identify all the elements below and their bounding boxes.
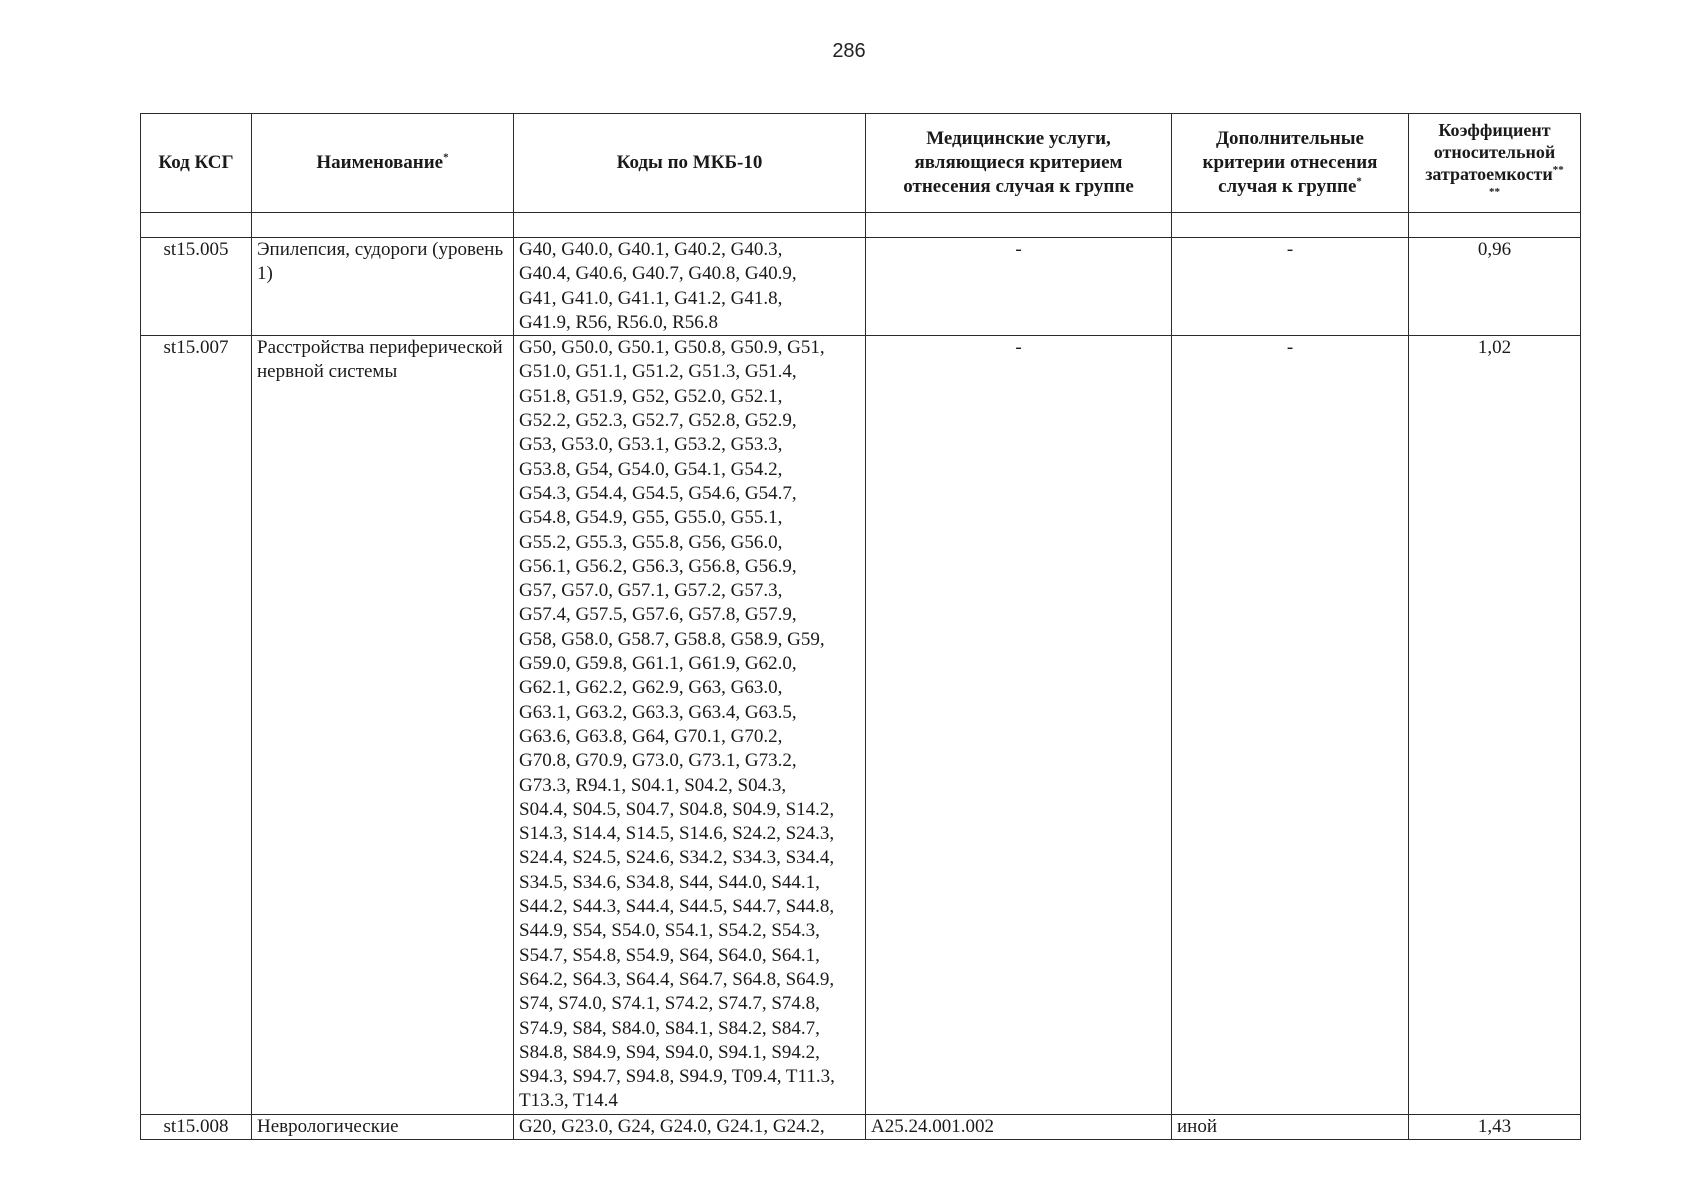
ksg-code-cell: st15.007: [141, 336, 252, 1115]
icd-line: G57.4, G57.5, G57.6, G57.8, G57.9,: [519, 604, 797, 626]
icd-line: S04.4, S04.5, S04.7, S04.8, S04.9, S14.2,: [519, 798, 835, 820]
ksg-name-cell: Расстройства периферической нервной системы: [252, 336, 514, 1115]
icd-line: G53.8, G54, G54.0, G54.1, G54.2,: [519, 458, 783, 480]
icd-line: G70.8, G70.9, G73.0, G73.1, G73.2,: [519, 750, 797, 772]
page-number: 286: [832, 40, 866, 62]
icd-line: S14.3, S14.4, S14.5, S14.6, S24.2, S24.3,: [519, 823, 835, 845]
icd-line: G51.8, G51.9, G52, G52.0, G52.1,: [519, 385, 783, 407]
icd-line: G73.3, R94.1, S04.1, S04.2, S04.3,: [519, 774, 787, 796]
icd-line: G41, G41.0, G41.1, G41.2, G41.8,: [519, 287, 783, 309]
header-coefficient: Коэффициент относительной затратоемкости** **: [1409, 114, 1581, 213]
icd-line: S74, S74.0, S74.1, S74.2, S74.7, S74.8,: [519, 993, 820, 1015]
icd-line: S34.5, S34.6, S34.8, S44, S44.0, S44.1,: [519, 871, 820, 893]
icd-line: S74.9, S84, S84.0, S84.1, S84.2, S84.7,: [519, 1017, 820, 1039]
header-icd: Коды по МКБ-10: [514, 114, 866, 213]
extra-criteria-cell: -: [1172, 238, 1409, 336]
table-row: [141, 238, 1581, 336]
icd-line: G51.0, G51.1, G51.2, G51.3, G51.4,: [519, 361, 797, 383]
icd-line: G56.1, G56.2, G56.3, G56.8, G56.9,: [519, 555, 797, 577]
icd-line: G57, G57.0, G57.1, G57.2, G57.3,: [519, 580, 783, 602]
ksg-code-cell: st15.005: [141, 238, 252, 336]
icd-line: S64.2, S64.3, S64.4, S64.7, S64.8, S64.9,: [519, 968, 835, 990]
footnote-mark: *: [1356, 175, 1362, 188]
icd-line: T13.3, T14.4: [519, 1090, 618, 1112]
icd-line: G63.1, G63.2, G63.3, G63.4, G63.5,: [519, 701, 797, 723]
icd-line: G41.9, R56, R56.0, R56.8: [519, 311, 718, 333]
table-row: [141, 336, 1581, 1115]
coefficient-cell: 1,02: [1409, 336, 1581, 1115]
services-cell: A25.24.001.002: [866, 1114, 1172, 1139]
icd-line: S84.8, S84.9, S94, S94.0, S94.1, S94.2,: [519, 1041, 820, 1063]
ksg-code-cell: st15.008: [141, 1114, 252, 1139]
icd-line: G62.1, G62.2, G62.9, G63, G63.0,: [519, 677, 783, 699]
icd-line: S54.7, S54.8, S54.9, S64, S64.0, S64.1,: [519, 944, 820, 966]
extra-criteria-cell: -: [1172, 336, 1409, 1115]
icd-line: G58, G58.0, G58.7, G58.8, G58.9, G59,: [519, 628, 825, 650]
icd-line: S24.4, S24.5, S24.6, S34.2, S34.3, S34.4,: [519, 847, 835, 869]
icd-line: S94.3, S94.7, S94.8, S94.9, T09.4, T11.3,: [519, 1066, 835, 1088]
coefficient-cell: 1,43: [1409, 1114, 1581, 1139]
icd-line: G50, G50.0, G50.1, G50.8, G50.9, G51,: [519, 337, 825, 359]
extra-criteria-cell: иной: [1172, 1114, 1409, 1139]
footnote-mark: *: [443, 151, 449, 164]
icd-line: G53, G53.0, G53.1, G53.2, G53.3,: [519, 434, 783, 456]
icd-line: G63.6, G63.8, G64, G70.1, G70.2,: [519, 725, 783, 747]
header-row: [141, 114, 1581, 213]
table-row: [141, 1114, 1581, 1139]
footnote-mark: **: [1489, 186, 1500, 198]
icd-line: G55.2, G55.3, G55.8, G56, G56.0,: [519, 531, 783, 553]
header-services: Медицинские услуги, являющиеся критерием отнесения случая к группе: [866, 114, 1172, 213]
icd-line: G40.4, G40.6, G40.7, G40.8, G40.9,: [519, 263, 797, 285]
services-cell: -: [866, 238, 1172, 336]
icd-line: G20, G23.0, G24, G24.0, G24.1, G24.2,: [519, 1115, 825, 1137]
services-cell: -: [866, 336, 1172, 1115]
icd-line: G54.3, G54.4, G54.5, G54.6, G54.7,: [519, 482, 797, 504]
ksg-name-cell: Эпилепсия, судороги (уровень 1): [252, 238, 514, 336]
header-code: Код КСГ: [141, 114, 252, 213]
ksg-name-cell: Неврологические: [252, 1114, 514, 1139]
icd-codes-cell: [514, 336, 866, 1115]
icd-codes-cell: [514, 238, 866, 336]
icd-line: G59.0, G59.8, G61.1, G61.9, G62.0,: [519, 653, 797, 675]
icd-line: G54.8, G54.9, G55, G55.0, G55.1,: [519, 507, 783, 529]
icd-line: G52.2, G52.3, G52.7, G52.8, G52.9,: [519, 410, 797, 432]
coefficient-cell: 0,96: [1409, 238, 1581, 336]
icd-codes-cell: [514, 1114, 866, 1139]
header-name: Наименование*: [252, 114, 514, 213]
icd-line: S44.9, S54, S54.0, S54.1, S54.2, S54.3,: [519, 920, 820, 942]
header-extra-criteria: Дополнительные критерии отнесения случая к группе*: [1172, 114, 1409, 213]
spacer-row: [141, 213, 1581, 238]
ksg-table: [140, 113, 1581, 1140]
icd-line: S44.2, S44.3, S44.4, S44.5, S44.7, S44.8,: [519, 896, 835, 918]
footnote-mark: **: [1552, 164, 1564, 176]
icd-line: G40, G40.0, G40.1, G40.2, G40.3,: [519, 239, 783, 260]
